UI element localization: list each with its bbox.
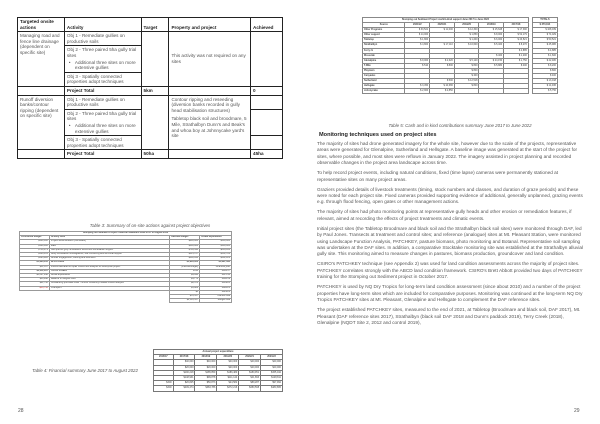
- table-row: Ferry rk $ 4,885 $ 4,885: [364, 48, 556, 52]
- project-total-label: Project Total: [64, 86, 141, 95]
- target-cell: [141, 95, 169, 150]
- annual-header: 2021/22: [261, 355, 283, 360]
- paragraph: The majority of sites had drone generated imagery for the whole site, however due to the scale of the projects, representative areas were generated for Glenalpine, Sutherland and Hellsgate. A baseline image was generated at the start of the project for sites, where possible, and most sites were reflown in January 2022. The imagery assisted in project planning and recorded observable changes in the project area landscape across time.: [317, 141, 578, 166]
- financial-statement-table: [19, 231, 232, 303]
- target-cell: [141, 32, 169, 87]
- paragraph: Initial project sites (the Tabletop Broodmare and black soil and the Strathalbyn black soil sites) were monitored through DAF, led by Paul Jones. Transects at treatment and control sites; and reference (analogue) sites at Mt. Pleasant Station, were monitored using Landscape Function Analysis, PATCHKEY, pasture biomass, photo monitoring and Botanal. Representative soil sampling was undertaken at the DAF sites. In addition, a comparative Stocktake monitoring site was established at the Strathalbyn alluvial gully site. This monitoring aimed to measure changes in pastures, biomass production, groundcover and land condition.: [317, 225, 584, 257]
- page-number: 29: [574, 408, 580, 414]
- table-row: Tabletop $ 1,800 $ 1,200 $ 6,000 $ 43,521 $ 50,521: [364, 38, 556, 42]
- activity-obj2: [64, 109, 141, 135]
- activity-obj1: Obj 1 - Remediate gullies on productive soils: [64, 32, 141, 46]
- table-row: [18, 95, 283, 109]
- annual-header: 2019/20: [217, 355, 239, 360]
- fin-header: Activity Area: [49, 236, 169, 240]
- table-row: $300 $409,474 $383,786 $372,216 $380,568 $480,865: [154, 386, 283, 391]
- table-row: Strathalbyn $ 4,800 $ 17,110 $ 16,600 $ 5,400 $ 8,276 $ 45,986: [364, 43, 556, 47]
- table-row: [18, 32, 283, 46]
- property-cell: [169, 95, 251, 150]
- annual-header: 2018/19: [195, 355, 217, 360]
- action-cell: Runoff diversion banks/contour ripping (dependent on specific site): [18, 95, 65, 150]
- table-row: $2,011,337 Budget total: [20, 299, 232, 303]
- project-total-target: 50ha: [141, 150, 169, 159]
- table-row: Johnnycake $ 2,900 $ 2,850 $ 5,750: [364, 89, 556, 93]
- header-achieved: Achieved: [251, 18, 283, 32]
- header-property: Property and project: [169, 18, 251, 32]
- header-activity: Activity: [64, 18, 141, 32]
- table-row: Mossvale $ 400 $ 1,200 $ 1,600: [364, 53, 556, 57]
- paragraph: To help record project events, including natural conditions, fixed (time lapse) cameras were permanently stationed at representative sites on many project areas.: [317, 170, 559, 182]
- t5-title: Stomping out Sediment Project cash/in-kind support June 2017 to June 2022: [363, 18, 529, 23]
- annual-header: 2020/21: [239, 355, 261, 360]
- activity-obj3: Obj 3 - Spatially connected properties adopt techniques: [64, 72, 141, 86]
- table-row: $300 $20,825 $50,873 $24,582 $89,287 $97,992: [154, 381, 283, 386]
- t5-header: 2020/21: [430, 23, 455, 28]
- project-total-row: [18, 86, 283, 95]
- project-total-label: Project Total: [64, 150, 141, 159]
- fin-header: Actual expenditure: [200, 236, 232, 240]
- paragraph: CSIRO's PATCHKEY technique (see Appendix 2) was used for land condition assessments across the majority of project sites. PATCHKEY correlates strongly with the ABCD land condition framework. CSIRO's Brett Abbott provided two days of PATCHKEY training for the Stomping out Sediment project in October 2017.: [317, 261, 583, 280]
- table-row: $190,218 $185,859 $186,480 $180,951 $155,042: [154, 370, 283, 375]
- achieved-cell: [251, 109, 283, 135]
- project-total-achieved: 45ha: [251, 150, 283, 159]
- paragraph: Graziers provided details of livestock treatments (timing, stock numbers and classes, and duration of graze periods) and these were noted for each project site. Fixed cameras provided supporting evidence of additional, generally unplanned, grazing events e.g. through flood fencing, open gates or other management actions.: [317, 186, 583, 205]
- fin-header: Revised budget: [170, 236, 200, 240]
- table-row: $21,740 Outstanding purchase order - Griffith University Finalise LIDAR analysis $8,374 2019/20: [20, 282, 232, 286]
- t5-totals-header: TOTALS: [532, 18, 557, 23]
- table-row: $20,000 $20,000 $20,000 $20,000 $20,000: [154, 365, 283, 370]
- annual-header: 2017/18: [173, 355, 195, 360]
- table-row: Glenalpine $ 9,000 $ 2,620 $ 5,120 $ 24,150 $ 1,750 $ 42,480: [364, 58, 556, 62]
- t5-header: 2017/18: [504, 23, 529, 28]
- table-row: $759,979 Site specific gully remediation works and remediation support $766,394 $806,956: [20, 248, 232, 252]
- t5-header: 2019/20: [454, 23, 479, 28]
- table-row: $200,000 Project administration (overheads) $200,000 $200,000: [20, 240, 232, 244]
- table-row: $2,007,948 Actual expenditure $9,948 2017/18: [20, 274, 232, 278]
- property-para-1: Contour ripping and reseeding (diversion banks recorded in gully head stabilisation structures): [171, 96, 240, 113]
- project-total-target: 5km: [141, 86, 169, 95]
- project-total-row: [18, 150, 283, 159]
- t5-header: Source: [363, 23, 405, 28]
- table-row: $393,920 Grazier engagement, training and extension $380,038 $281,122: [20, 257, 232, 261]
- obj2-text: Obj 2 - Three paired 5ha gully trial sites: [66, 47, 137, 58]
- table-row: $14,998 Balance 25 August 2022 $4,772 2018/19: [20, 278, 232, 282]
- annual-expenditure-table: [153, 349, 283, 392]
- annual-header: 2016/17: [154, 355, 174, 360]
- paragraph: The majority of sites had photo monitoring points at representative gully heads and other erosion or remediation features, if relevant, aimed at recording the effects of project treatments and climatic events.: [317, 209, 572, 221]
- t5-header: 2021/22: [405, 23, 430, 28]
- body-text: [317, 141, 585, 330]
- table-row: $51,337 Interest total: [20, 295, 232, 299]
- property-para-2: Tabletop black soil and broodmare, 5 Mile, Strathalbyn Dunn's and Beak's and whoa boy at Johnnycake yard's site: [171, 116, 247, 139]
- table-onsite-actions: [17, 17, 283, 159]
- achieved-cell: [251, 32, 283, 87]
- page-number: 28: [18, 408, 24, 414]
- table-row: $100,000 MER $100,000 $100,000: [20, 244, 232, 248]
- table-row: -$16,742 Overspent $1,882 2020/21: [20, 286, 232, 290]
- t5-header: 2018/19: [479, 23, 504, 28]
- paragraph: The project established PATCHKEY sites, measured to the end of 2021, at Tabletop (Broodmare and black soil, DAF 2017), Mt. Pleasant (DAF reference sites 2017), Strathalbyn (black soil DAF 2018 and Dunn's paddock 2019), Terry Creek (2018), Glenalpine (NQDT Site 2, 2012 and control 2019),: [317, 307, 581, 325]
- fin-header: Contracted budget: [20, 236, 50, 240]
- property-cell: This activity was not required on any sites: [169, 32, 251, 87]
- table-row: Other support $ 14,000 $ 1,850 $ 8,000 $ 52,179 $ 74,029: [364, 33, 556, 37]
- fin-title: Stomping out Sediment Project Financial Statement June 2017 to August 2022: [20, 232, 232, 236]
- table5-caption: Table 5: Cash and in kind contributions summary June 2017 to June 2022: [388, 123, 532, 128]
- table-row: $2,011,337 TOTAL FUNDS 2016 2016/17: [20, 269, 232, 273]
- table-row: Canyades $ 400 $ 400: [364, 74, 556, 78]
- table4-caption: Table 4: Financial summary June 2017 to August 2022: [32, 368, 138, 373]
- table-row: $51,337 Interest allocated to repair LIDAR and analysis for Enterprise project (interest/budget) Financial year: [20, 265, 232, 269]
- project-total-achieved: 0: [251, 86, 283, 95]
- achieved-cell: [251, 95, 283, 109]
- table-row: $506,101 Gully remediation investigations, site monitoring and technical support $515,727 $531,786: [20, 253, 232, 257]
- achieved-cell: [251, 136, 283, 150]
- section-heading: Monitoring techniques used on project sites: [319, 132, 437, 138]
- obj2-text: Obj 2 - Three paired 5ha gully trial sites: [66, 110, 137, 122]
- annual-title: Annual project expenditure: [154, 350, 283, 355]
- table-row: $40,000 $40,000 $40,000 $40,000 $40,000: [154, 360, 283, 365]
- header-target: Target: [141, 18, 169, 32]
- header-targeted-actions: Targeted onsite actions: [18, 18, 65, 32]
- table3-caption: Table 3: Summary of on-site actions against project objectives: [89, 223, 211, 228]
- activity-obj2: [64, 46, 141, 72]
- table-row: Sutherland $ 500 $ 12,518 $ 13,018: [364, 79, 556, 83]
- t5-header: $ 370,814: [532, 23, 557, 28]
- table-row: 5 Mile $ 510 $ 800 $ 800 $ 5,880 $ 400 $ 8,200: [364, 63, 556, 67]
- activity-obj1: Obj 1 - Remediate gullies on productive soils: [64, 95, 141, 109]
- table-row: $0 2021/22: [20, 290, 232, 294]
- obj2-bullet: • Additional three sites on more extensive gullies: [67, 60, 139, 71]
- activity-obj3: Obj 3 - Spatially connected properties adopt techniques: [64, 136, 141, 150]
- table-header-row: [18, 18, 283, 32]
- cash-inkind-table: [362, 17, 558, 94]
- table-row: Hellsgate $ 3,450 $ 10,686 $ 800 $ 14,936: [364, 84, 556, 88]
- paragraph: PATCHKEY is used by NQ Dry Tropics for long-term land condition assessment (since about 2010) and a number of the project properties have long-term sites which are included for comparative purposes. Monitoring was continued at the long-term NQ Dry Tropics PATCHKEY sites at Mt. Pleasant, Glenalpine and Hellsgate to complement the DAF reference sites.: [317, 284, 583, 303]
- table-row: $1,960,000 RFB FUNDS $1,960,000 $1,897,394: [20, 261, 232, 265]
- table-row: Playtown $ 800 $ 800: [364, 68, 556, 72]
- obj2-bullet: • Additional three sites on more extensive gullies: [67, 123, 139, 134]
- table-row: $148,931 $99,878 $111,144 $41,893 $128,811: [154, 376, 283, 381]
- action-cell: Managing road and fence line drainage (dependent on specific site): [18, 32, 65, 87]
- table-row: Other Programs $ 33,521 $ 11,000 $ 12,300 $ 15,628 $ 17,390 $ 108,039: [364, 28, 556, 32]
